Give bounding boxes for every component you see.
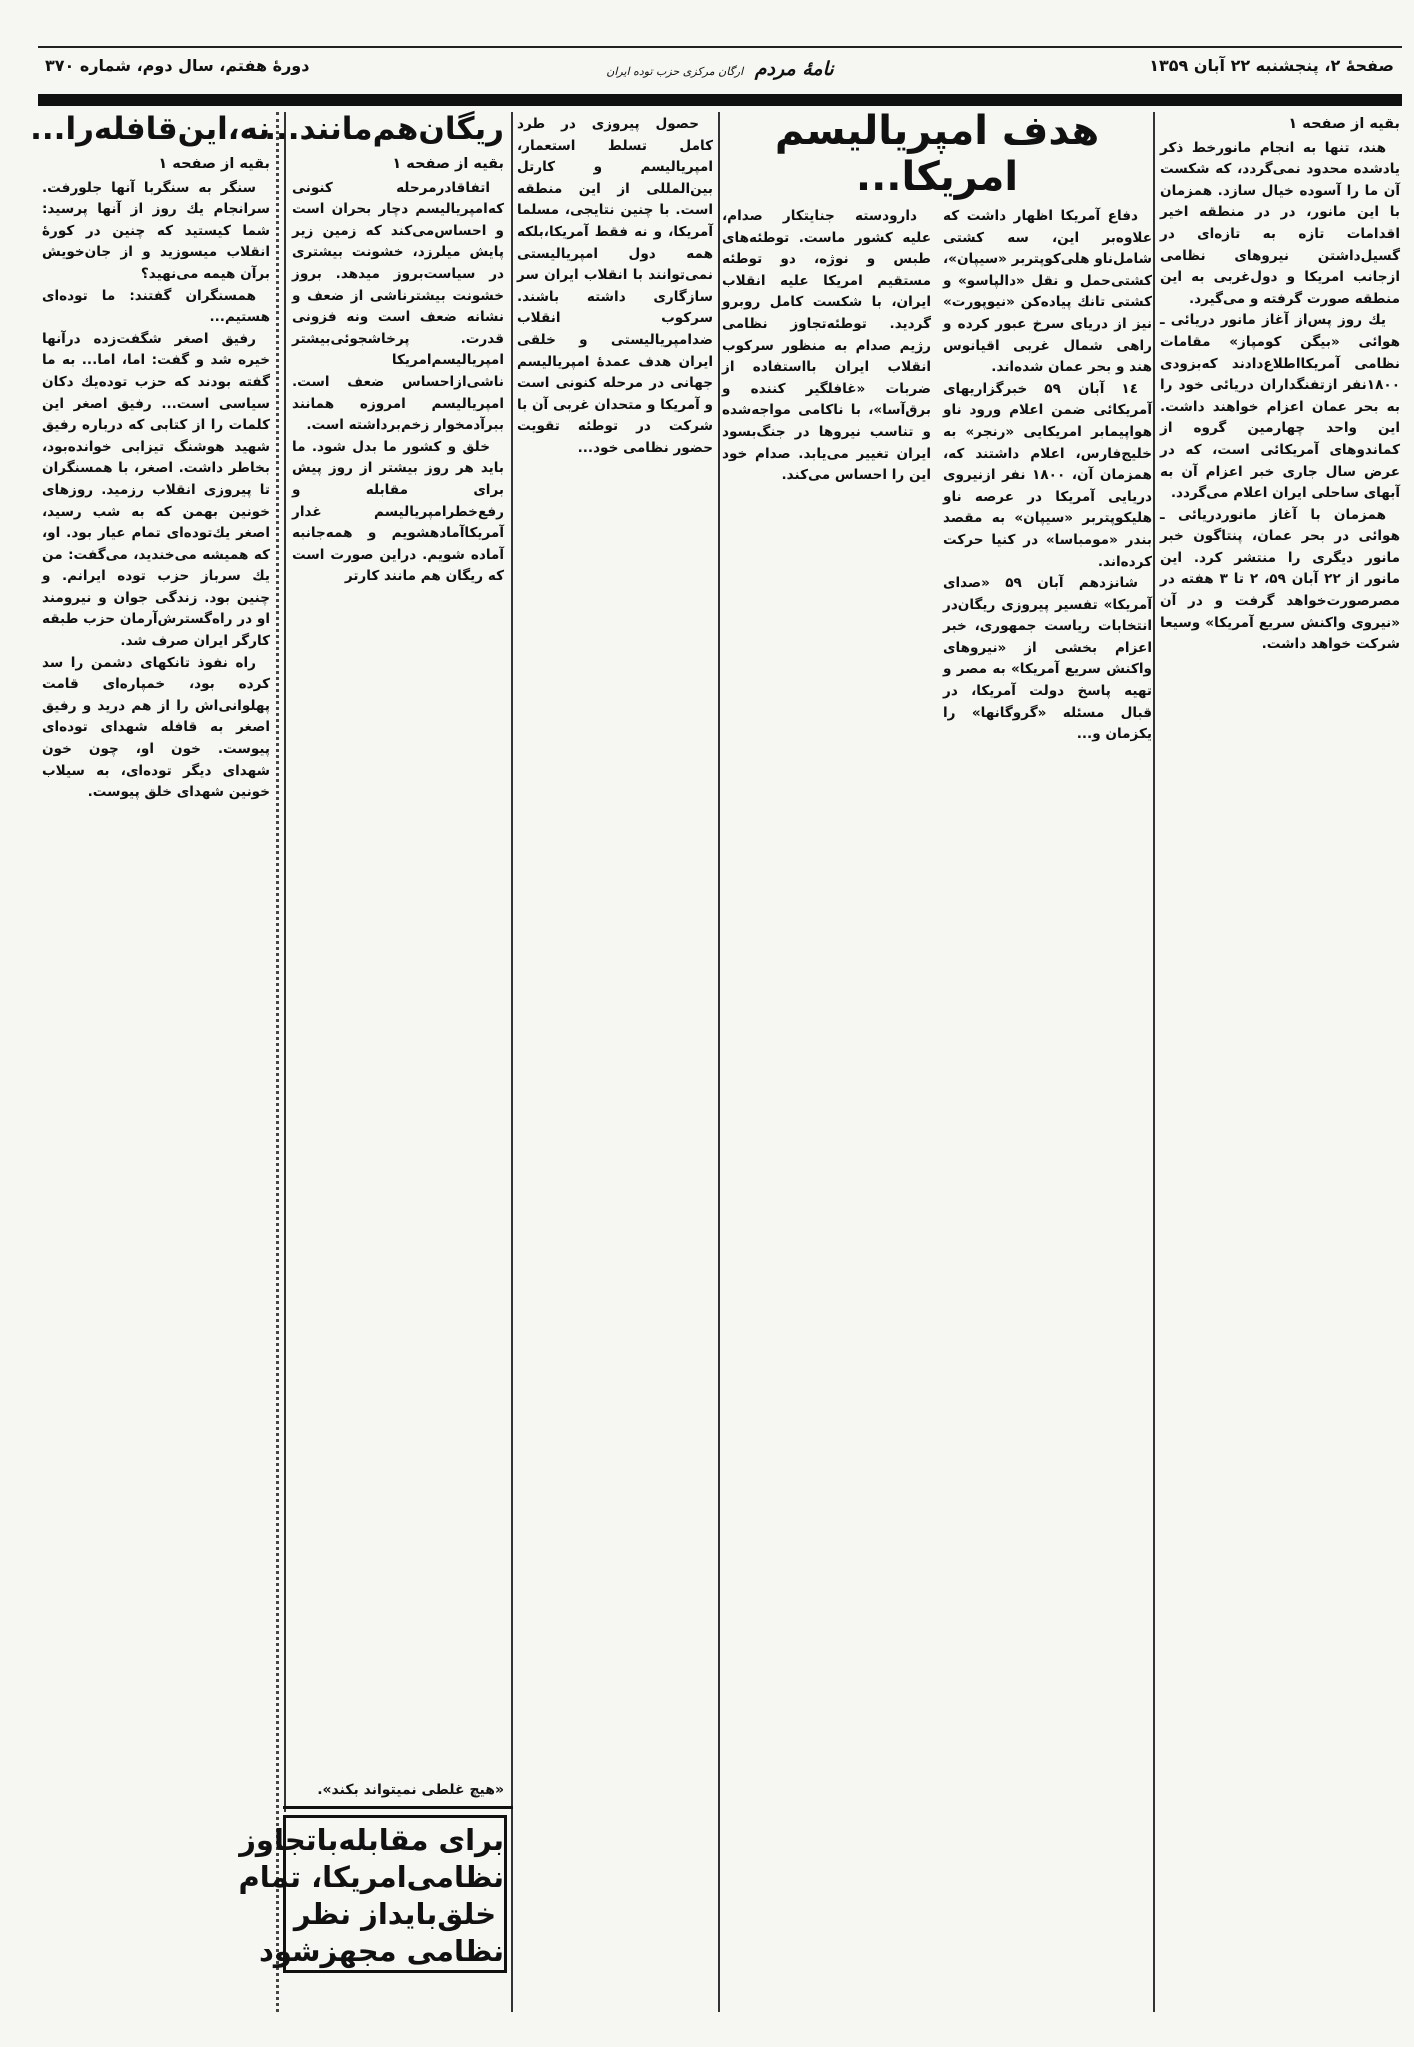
continued-label: بقیه از صفحه ۱ (1288, 116, 1400, 132)
column-divider (1153, 112, 1155, 2012)
paragraph: هند، تنها به انجام مانورخط ذکر یادشده محدود نمی‌گردد، که شکست آن ما را آسوده خیال سازد. همزمان با این مانور، در در منطقه اخیر اقدامات تازه به تازه‌ای در گسیل‌داشتن نیروهای نظامی ازجانب امریکا و دول‌غربی به این منطقه صورت گرفته و می‌گیرد. (1160, 139, 1400, 307)
callout-line: برای مقابله‌باتجاوز (239, 1823, 504, 1857)
main-article-column-3 (722, 206, 931, 746)
main-article-columns (722, 206, 1152, 746)
paragraph: اتفاقادرمرحله کنونی که‌امپریالیسم دچار بحران است و احساس‌می‌کند که زمین زیر پایش میلرزد، خشونت بیشتری در سیاست‌بروز میدهد. بروز خشونت بیشترناشی از ضعف و نشانه ضعف است ونه فزونی قدرت. پرخاشجوئی‌بیشتر امپریالیسم‌امریکا ناشی‌ازاحساس ضعف است. امپریالیسم امروزه همانند ببرآدمخوار زخم‌برداشته است. (292, 179, 504, 434)
reagan-article-body (264, 110, 504, 588)
paragraph: شانزدهم آبان ۵۹ «صدای آمریکا» تفسیر پیروزی ریگان‌در انتخابات ریاست جمهوری، خبر اعزام بخشی از «نیروهای واکنش سریع آمریکا» به مصر و تهیه پاسخ دولت آمریکا، در قبال مسئله «گروگانها» را یکزمان و... (943, 575, 1152, 743)
paragraph: ۱٤ آبان ۵۹ خبرگزاریهای آمریکائی ضمن اعلام ورود ناو هواپیمابر امریکایی «رنجر» به خلیج‌فارس، اعلام داشتند که، همزمان آن، ۱۸۰۰ نفر ازنیروی دریایی آمریکا در عرصه ناو هلیکوپتربر «سیپان» به مقصد بندر «مومباسا» در کنیا حرکت کرده‌اند. (943, 380, 1152, 570)
paragraph: خلق و کشور ما بدل شود. ما باید هر روز بیشتر از روز پیش برای مقابله و رفع‌خطرامپریالیسم غدار آمریکاآمادهشویم و همه‌جانبه آماده شویم. دراین صورت است که ریگان هم مانند کارتر (292, 438, 504, 585)
paragraph: دفاع آمریکا اظهار داشت که علاوه‌بر این، سه کشتی شامل‌ناو هلی‌کوپتربر «سیپان»، کشتی‌حمل و نقل «دالپاسو» و کشتی تانك پیاده‌کن «نیوپورت» نیز از دریای سرخ عبور کرده و راهی شمال غربی اقیانوس هند و بحر عمان شده‌اند. (943, 208, 1152, 376)
callout-box (238, 1815, 507, 1973)
reagan-headline: ریگان‌هم‌مانند... (264, 111, 504, 147)
paragraph: دارودسته جنایتکار صدام، علیه کشور ماست. توطئه‌های طبس و نوژه، دو توطئه مستقیم امریکا علیه انقلاب ایران، با شکست کامل روبرو گردید. توطئه‌تجاوز نظامی رژیم صدام به منظور سرکوب انقلاب ایران بااستفاده از ضربات «غافلگیر کننده و برق‌آسا»، با ناکامی مواجه‌شده و تناسب نیروها در جنگ‌بسود ایران تغییر می‌یابد. صدام خود این را احساس می‌کند. (722, 208, 931, 484)
continued-label: بقیه از صفحه ۱ (392, 156, 504, 172)
main-headline: هدف امپریالیسم امریکا... (774, 108, 1100, 200)
paragraph: راه نفوذ تانکهای دشمن را سد کرده بود، خمپاره‌ای قامت پهلوانی‌اش را از هم درید و رفیق اصغر به قافله شهدای توده‌ای پیوست. خون او، چون خون شهدای دیگر توده‌ای، به سیلاب خونین شهدای خلق پیوست. (42, 654, 270, 801)
callout-line: نظامی‌امریکا، تمام (238, 1860, 504, 1894)
paragraph: رفیق اصغر شگفت‌زده درآنها خیره شد و گفت: اما، اما... به ما گفته بودند که حزب توده‌یك دکان سیاسی است... رفیق اصغر این کلمات را از کتابی که درباره رفیق شهید هوشنگ تیزابی خوانده‌بود، بخاطر داشت. اصغر، با همسنگران تا پیروزی انقلاب رزمید. روزهای خونین بهمن که به شب رسید، اصغر یك‌توده‌ای تمام عیار بود. او، که همیشه می‌خندید، می‌گفت: من یك سرباز حزب توده ایرانم. و چنین بود. زندگی جوان و نیرومند او در راه‌گسترش‌آرمان حزب طبقه کارگر ایران صرف شد. (42, 330, 270, 650)
column-divider (276, 112, 279, 2012)
main-article-column-1 (1160, 114, 1400, 656)
paragraph: سنگر به سنگربا آنها جلورفت. سرانجام یك روز از آنها پرسید: شما کیستید که چنین در کورهٔ انقلاب میسوزید و از جان‌خویش برآن هیمه می‌نهید؟ (42, 179, 270, 282)
masthead-title: نامهٔ مردم (754, 58, 834, 80)
continued-label: بقیه از صفحه ۱ (158, 156, 270, 172)
main-article (722, 108, 1152, 746)
paragraph: همسنگران گفتند: ما توده‌ای هستیم... (42, 287, 270, 326)
masthead-subtitle: ارگان مرکزی حزب توده ایران (606, 65, 744, 78)
caravan-article-body (30, 110, 270, 804)
paragraph: همزمان با آغاز مانوردریائی ـ هوائی در بحر عمان، پنتاگون خبر مانور دیگری را منتشر کرد. این مانور از ۲۲ آبان ۵۹، ۲ تا ۳ هفته در مصرصورت‌خواهد گرفت و در آن «نیروی واکنش سریع آمریکا» وسیعا شرکت خواهد داشت. (1160, 506, 1400, 653)
main-article-column-2 (943, 206, 1152, 746)
box-rule (283, 1806, 513, 1809)
paragraph: یك روز پس‌از آغاز مانور دریائی ـ هوائی «بیگن کومپاز» مقامات نظامی آمریکااطلاع‌دادند که‌بزودی ۱۸۰۰نفر ازتفنگداران دریائی خود را به بحر عمان اعزام خواهند داشت. این واحد چهارمین گروه از کماندوهای آمریکائی است، که در عرض سال جاری خبر اعزام آن به آبهای ساحلی ایران اعلام می‌گردد. (1160, 312, 1400, 502)
paragraph: حصول پیروزی در طرد کامل تسلط استعمار، امپریالیسم و کارتل بین‌المللی از این منطقه است. با چنین نتایجی، مسلما آمریکا، و نه فقط آمریکا،بلکه همه دول امپریالیستی نمی‌توانند با انقلاب ایران سر سازگاری داشته باشند. سرکوب انقلاب ضدامپریالیستی و خلقی ایران هدف عمدهٔ امپریالیسم جهانی در مرحله کنونی است و آمریکا و متحدان غربی آن با شرکت در توطئه تقویت حضور نظامی خود... (517, 116, 713, 456)
callout-line: خلق‌باید‌از نظر (293, 1897, 497, 1931)
top-rule (38, 46, 1402, 48)
issue-info: دورهٔ هفتم، سال دوم، شماره ۳۷۰ (45, 56, 310, 75)
reagan-closing-line: «هیچ غلطی نمیتواند بکند». (317, 1782, 504, 1798)
column-divider (284, 112, 286, 1812)
page-date-info: صفحهٔ ۲، پنجشنبه ۲۲ آبان ۱۳۵۹ (1149, 56, 1394, 75)
callout-line: نظامی مجهزشود (258, 1934, 504, 1968)
header-bar (38, 94, 1402, 106)
masthead (560, 58, 880, 80)
column-divider (718, 112, 720, 2012)
main-article-column-4 (517, 114, 713, 460)
column-divider (511, 112, 513, 2012)
caravan-headline: نه،این‌قافله‌را... (30, 111, 270, 147)
